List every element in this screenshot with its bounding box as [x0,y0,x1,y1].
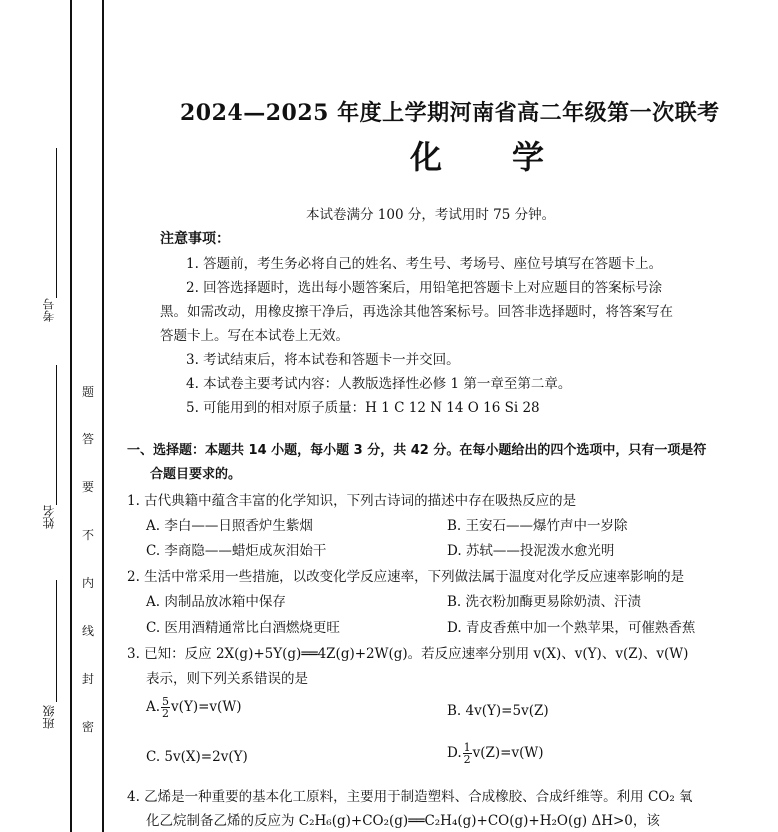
q2-stem: 2. 生活中常采用一些措施，以改变化学反应速率，下列做法属于温度对化学反应速率影响的是 [127,569,685,585]
class-blank[interactable] [56,580,57,702]
q4-stem: 4. 乙烯是一种重要的基本化工原料，主要用于制造塑料、合成橡胶、合成纤维等。利用 CO₂ 氧 [127,789,693,805]
exam-info: 本试卷满分 100 分，考试用时 75 分钟。 [306,207,556,223]
note-2c: 答题卡上。写在本试卷上无效。 [160,328,349,344]
seal-char-5: 内 [82,576,95,590]
q1-option-b[interactable]: B. 王安石——爆竹声中一岁除 [447,518,628,534]
q3-option-a-numerator: 5 [162,695,170,708]
section-heading: 一、选择题：本题共 14 小题，每小题 3 分，共 42 分。在每小题给出的四个选项中，只有一项是符 [127,443,707,458]
q3-option-b[interactable]: B. 4v(Y)=5v(Z) [447,703,549,719]
q3-stem: 3. 已知：反应 2X(g)+5Y(g)══4Z(g)+2W(g)。若反应速率分别用 v(X)、v(Y)、v(Z)、v(W) [127,646,689,662]
note-1: 1. 答题前，考生务必将自己的姓名、考生号、考场号、座位号填写在答题卡上。 [186,256,663,272]
q1-option-d[interactable]: D. 苏轼——投泥泼水愈光明 [447,543,615,559]
note-5: 5. 可能用到的相对原子质量：H 1 C 12 N 14 O 16 Si 28 [186,400,540,416]
seal-char-7: 封 [82,672,95,686]
seal-char-8: 密 [82,720,95,734]
note-2b: 黑。如需改动，用橡皮擦干净后，再选涂其他答案标号。回答非选择题时，将答案写在 [160,304,673,320]
q2-option-c[interactable]: C. 医用酒精通常比白酒燃烧更旺 [146,620,340,636]
binding-line-right [102,0,104,832]
notes-heading: 注意事项： [160,231,230,247]
seal-char-6: 线 [82,624,95,638]
q3-option-a-fraction [161,696,170,719]
q3-option-d[interactable] [447,742,544,765]
q3-option-a-text: v(Y)=v(W) [171,699,242,715]
name-label: 姓名 [42,505,56,529]
seal-char-4: 不 [82,528,95,542]
exam-title: 2024—2025 年度上学期河南省高二年级第一次联考 [180,100,720,126]
q3-option-d-numerator: 1 [463,741,471,754]
note-3: 3. 考试结束后，将本试卷和答题卡一并交回。 [186,352,460,368]
q3-option-a-prefix: A. [146,699,161,715]
q1-option-c[interactable]: C. 李商隐——蜡炬成灰泪始干 [146,543,327,559]
exam-number-blank[interactable] [56,148,57,298]
name-blank[interactable] [56,365,57,505]
q2-option-b[interactable]: B. 洗衣粉加酶更易除奶渍、汗渍 [447,594,642,610]
seal-char-1: 题 [82,385,95,399]
q3-option-a[interactable] [146,696,241,719]
q3-option-a-denominator: 2 [162,707,170,720]
section-heading-2: 合题目要求的。 [150,467,242,482]
exam-number-label: 考号 [42,298,56,322]
seal-char-2: 答 [82,432,95,446]
note-2a: 2. 回答选择题时，选出每小题答案后，用铅笔把答题卡上对应题目的答案标号涂 [186,280,663,296]
q3-option-d-denominator: 2 [463,753,471,766]
class-label: 班级 [42,705,56,729]
q3-option-d-text: v(Z)=v(W) [472,745,544,761]
q3-option-d-prefix: D. [447,745,462,761]
subject-title: 化学 [410,138,615,176]
note-4: 4. 本试卷主要考试内容：人教版选择性必修 1 第一章至第二章。 [186,376,572,392]
q3-option-d-fraction [463,742,472,765]
seal-char-3: 要 [82,480,95,494]
q1-option-a[interactable]: A. 李白——日照香炉生紫烟 [146,518,313,534]
q2-option-a[interactable]: A. 肉制品放冰箱中保存 [146,594,286,610]
q4-stem-2: 化乙烷制备乙烯的反应为 C₂H₆(g)+CO₂(g)══C₂H₄(g)+CO(g)+H₂O(g) ΔH>0，该 [146,813,660,829]
binding-line-left [70,0,72,832]
q2-option-d[interactable]: D. 青皮香蕉中加一个熟苹果，可催熟香蕉 [447,620,696,636]
q3-stem-2: 表示，则下列关系错误的是 [146,671,308,687]
q3-option-c[interactable]: C. 5v(X)=2v(Y) [146,749,248,765]
q1-stem: 1. 古代典籍中蕴含丰富的化学知识，下列古诗词的描述中存在吸热反应的是 [127,493,577,509]
